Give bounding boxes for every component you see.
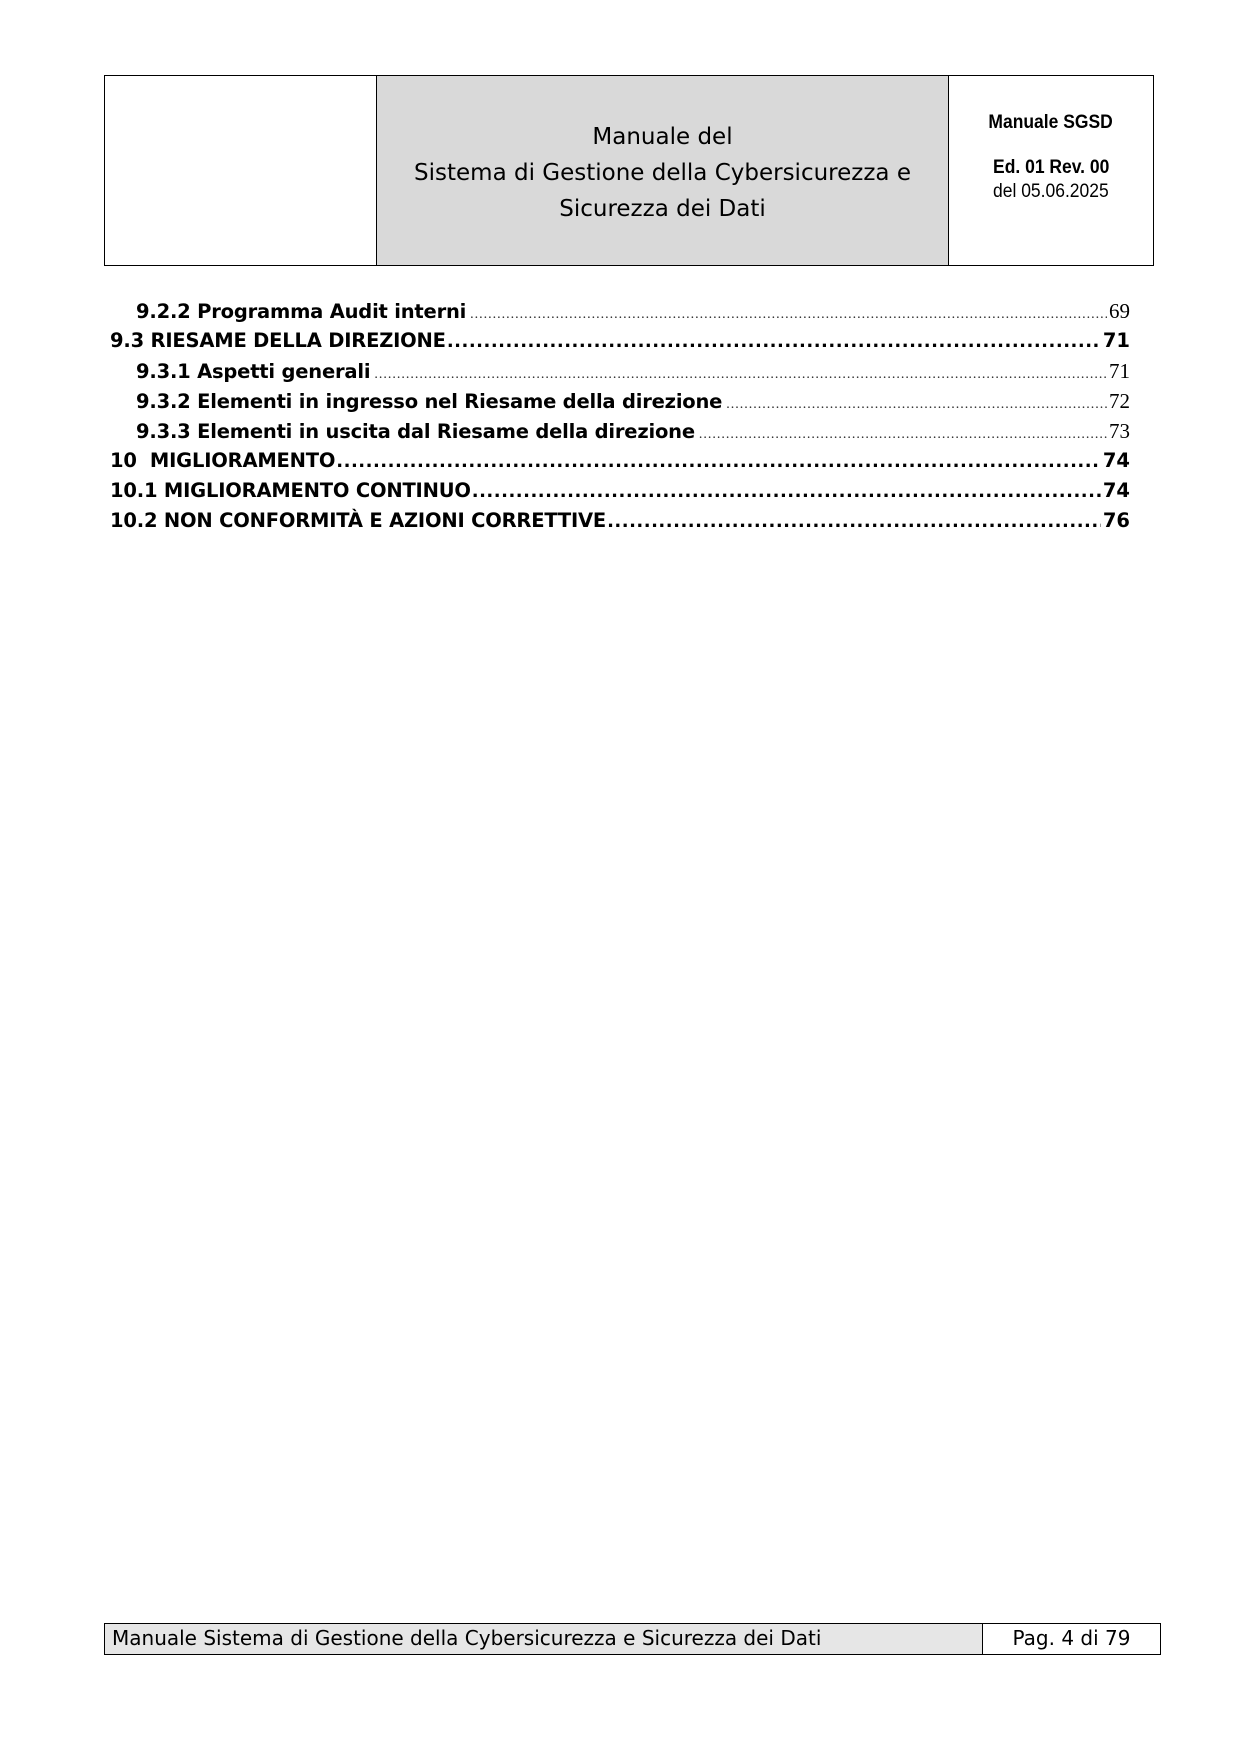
toc-entry-9-3[interactable] — [110, 326, 1130, 356]
toc-entry-page: 71 — [1102, 329, 1130, 352]
header-title-cell — [377, 76, 949, 265]
toc-dot-leader — [336, 447, 1101, 477]
toc-entry-title: 9.3.3 Elementi in uscita dal Riesame della direzione — [136, 420, 695, 443]
header-meta-cell — [949, 76, 1153, 265]
toc-dot-leader — [607, 507, 1101, 537]
toc-dot-leader — [447, 327, 1101, 357]
toc-dot-leader — [726, 390, 1107, 420]
toc-entry-title: 10.2 NON CONFORMITÀ E AZIONI CORRETTIVE — [110, 509, 607, 532]
toc-entry-9-2-2[interactable] — [110, 296, 1130, 326]
document-header — [104, 75, 1154, 266]
toc-entry-10[interactable] — [110, 446, 1130, 476]
toc-dot-leader — [699, 420, 1107, 450]
footer-document-name: Manuale Sistema di Gestione della Cybersicurezza e Sicurezza dei Dati — [105, 1624, 983, 1654]
toc-dot-leader — [472, 477, 1101, 507]
document-code: Manuale SGSD — [988, 112, 1114, 133]
toc-entry-9-3-1[interactable] — [110, 356, 1130, 386]
toc-entry-title: 9.3.1 Aspetti generali — [136, 360, 371, 383]
toc-entry-page: 73 — [1109, 419, 1130, 443]
toc-entry-10-1[interactable] — [110, 476, 1130, 506]
toc-entry-9-3-2[interactable] — [110, 386, 1130, 416]
toc-entry-page: 72 — [1109, 389, 1130, 413]
toc-entry-page: 74 — [1102, 449, 1130, 472]
toc-entry-9-3-3[interactable] — [110, 416, 1130, 446]
header-title-line-3: Sicurezza dei Dati — [559, 195, 766, 222]
toc-entry-title: 9.2.2 Programma Audit interni — [136, 300, 467, 323]
toc-entry-page: 69 — [1109, 299, 1130, 323]
toc-entry-title: 10.1 MIGLIORAMENTO CONTINUO — [110, 479, 471, 502]
logo-cell — [105, 76, 377, 265]
toc-entry-title: 10 MIGLIORAMENTO — [110, 449, 336, 472]
toc-entry-page: 76 — [1102, 509, 1130, 532]
edition-date: del 05.06.2025 — [993, 181, 1109, 202]
toc-dot-leader — [470, 300, 1107, 330]
toc-entry-10-2[interactable] — [110, 506, 1130, 536]
toc-entry-title: 9.3 RIESAME DELLA DIREZIONE — [110, 329, 446, 352]
document-footer — [104, 1623, 1161, 1655]
table-of-contents — [110, 296, 1130, 536]
edition-revision: Ed. 01 Rev. 00 — [992, 157, 1110, 178]
footer-page-number: Pag. 4 di 79 — [1012, 1626, 1131, 1650]
toc-entry-title: 9.3.2 Elementi in ingresso nel Riesame della direzione — [136, 390, 723, 413]
header-title-line-1: Manuale del — [592, 123, 733, 150]
toc-entry-page: 71 — [1109, 359, 1130, 383]
toc-entry-page: 74 — [1102, 479, 1130, 502]
toc-dot-leader — [374, 360, 1107, 390]
header-title-line-2: Sistema di Gestione della Cybersicurezza e — [414, 159, 911, 186]
